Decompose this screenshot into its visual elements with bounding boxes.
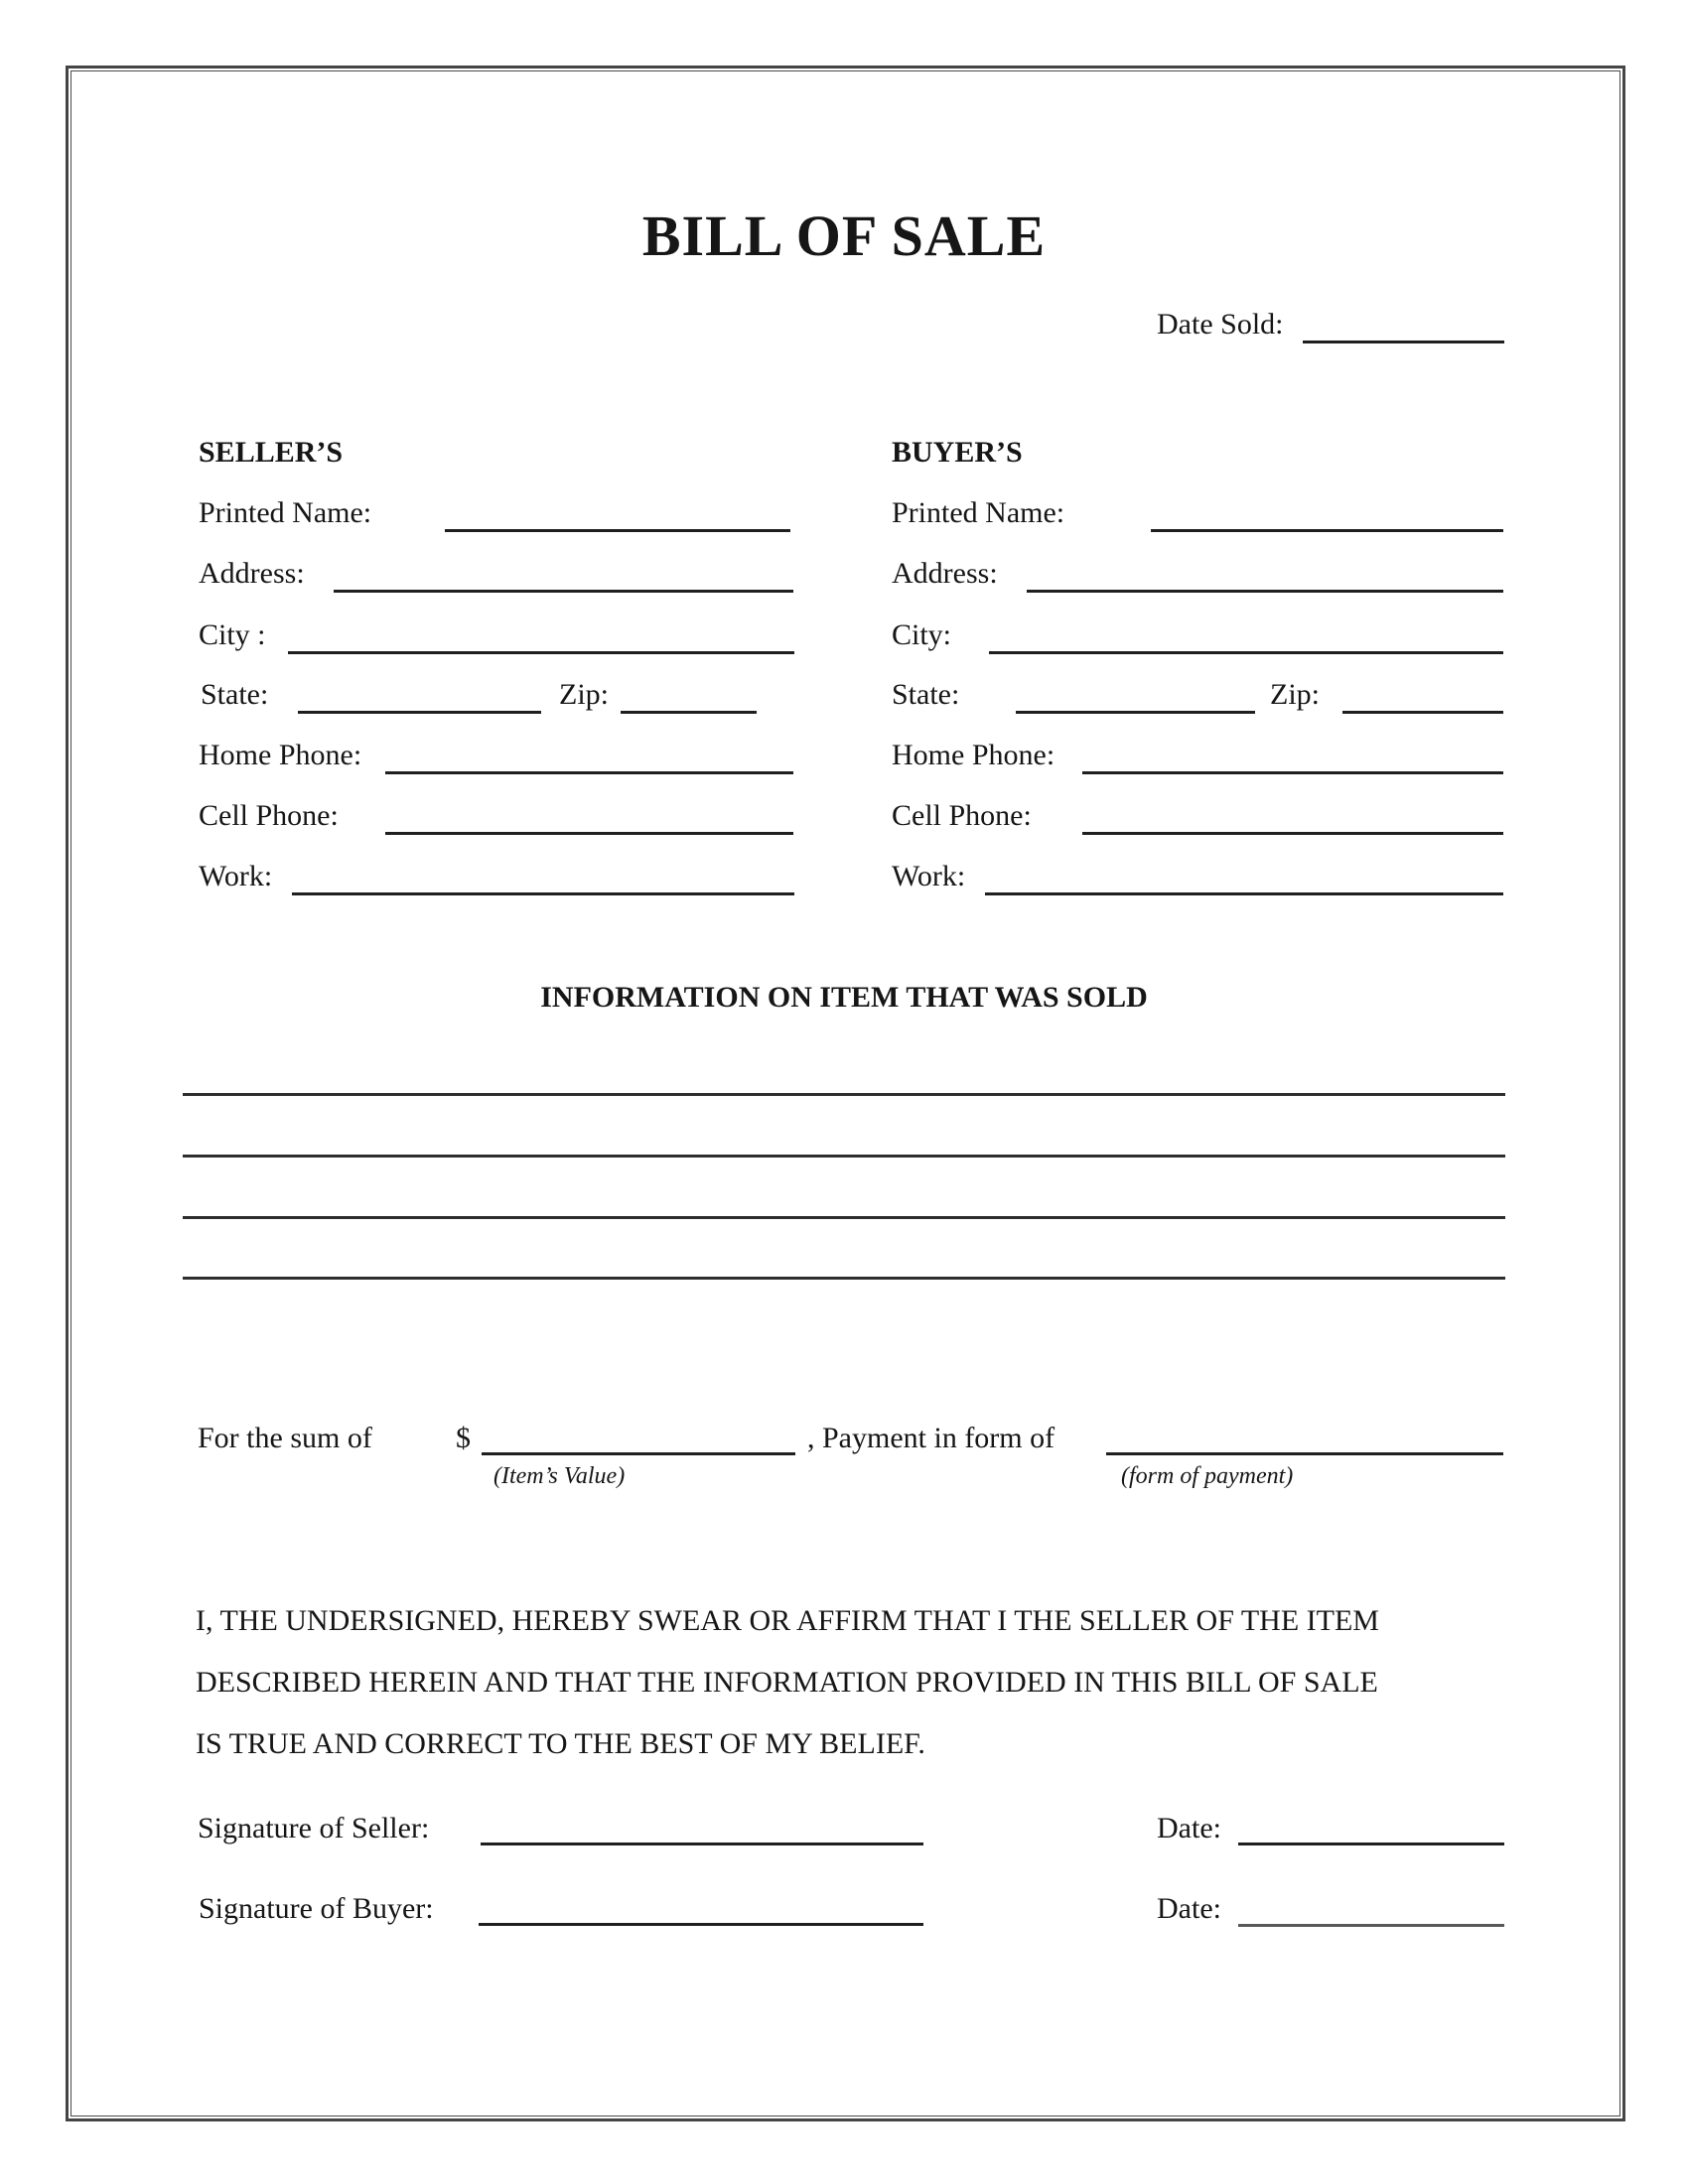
- seller-signature-date-field[interactable]: [1238, 1843, 1504, 1845]
- date-sold-label: Date Sold:: [1157, 308, 1284, 341]
- buyer-section-header: BUYER’S: [892, 436, 1023, 469]
- buyer-state-label: State:: [892, 678, 960, 711]
- affirmation-paragraph: [196, 1590, 1486, 1775]
- seller-zip-label: Zip:: [559, 678, 609, 711]
- seller-city-label: City :: [199, 618, 266, 651]
- buyer-cell-phone-label: Cell Phone:: [892, 799, 1032, 832]
- seller-state-label: State:: [201, 678, 269, 711]
- seller-cell-phone-label: Cell Phone:: [199, 799, 339, 832]
- item-description-line-3[interactable]: [183, 1216, 1505, 1219]
- buyer-signature-date-field[interactable]: [1238, 1924, 1504, 1927]
- date-sold-field[interactable]: [1303, 341, 1504, 343]
- buyer-printed-name-label: Printed Name:: [892, 496, 1065, 529]
- dollar-sign: $: [456, 1422, 471, 1454]
- seller-home-phone-label: Home Phone:: [199, 739, 362, 771]
- buyer-zip-field[interactable]: [1342, 711, 1503, 714]
- buyer-work-label: Work:: [892, 860, 966, 892]
- seller-address-label: Address:: [199, 557, 305, 590]
- item-value-caption: (Item’s Value): [493, 1463, 626, 1489]
- payment-form-field[interactable]: [1106, 1452, 1503, 1455]
- buyer-state-field[interactable]: [1016, 711, 1255, 714]
- buyer-cell-phone-field[interactable]: [1082, 832, 1503, 835]
- buyer-signature-field[interactable]: [479, 1923, 923, 1926]
- page-title: BILL OF SALE: [641, 204, 1047, 268]
- affirmation-line-2: DESCRIBED HEREIN AND THAT THE INFORMATION PROVIDED IN THIS BILL OF SALE: [196, 1666, 1378, 1699]
- seller-printed-name-label: Printed Name:: [199, 496, 372, 529]
- affirmation-line-3: IS TRUE AND CORRECT TO THE BEST OF MY BELIEF.: [196, 1727, 925, 1760]
- buyer-zip-label: Zip:: [1270, 678, 1320, 711]
- seller-section-header: SELLER’S: [199, 436, 344, 469]
- buyer-city-field[interactable]: [989, 651, 1503, 654]
- buyer-home-phone-label: Home Phone:: [892, 739, 1055, 771]
- buyer-city-label: City:: [892, 618, 952, 651]
- buyer-work-field[interactable]: [985, 892, 1503, 895]
- seller-home-phone-field[interactable]: [385, 771, 793, 774]
- buyer-printed-name-field[interactable]: [1151, 529, 1503, 532]
- seller-signature-label: Signature of Seller:: [198, 1812, 430, 1844]
- payment-form-label: , Payment in form of: [807, 1422, 1055, 1454]
- sum-prefix-label: For the sum of: [198, 1422, 372, 1454]
- seller-work-label: Work:: [199, 860, 273, 892]
- item-description-line-1[interactable]: [183, 1093, 1505, 1096]
- item-description-line-2[interactable]: [183, 1155, 1505, 1158]
- item-section-heading: INFORMATION ON ITEM THAT WAS SOLD: [540, 981, 1148, 1014]
- buyer-signature-date-label: Date:: [1157, 1892, 1221, 1925]
- payment-form-caption: (form of payment): [1121, 1463, 1294, 1489]
- buyer-address-label: Address:: [892, 557, 998, 590]
- seller-signature-field[interactable]: [481, 1843, 923, 1845]
- buyer-signature-label: Signature of Buyer:: [199, 1892, 434, 1925]
- item-description-line-4[interactable]: [183, 1277, 1505, 1280]
- seller-work-field[interactable]: [292, 892, 794, 895]
- seller-zip-field[interactable]: [621, 711, 757, 714]
- buyer-home-phone-field[interactable]: [1082, 771, 1503, 774]
- seller-state-field[interactable]: [298, 711, 541, 714]
- item-value-field[interactable]: [482, 1452, 795, 1455]
- seller-cell-phone-field[interactable]: [385, 832, 793, 835]
- seller-signature-date-label: Date:: [1157, 1812, 1221, 1844]
- seller-address-field[interactable]: [334, 590, 793, 593]
- affirmation-line-1: I, THE UNDERSIGNED, HEREBY SWEAR OR AFFIRM THAT I THE SELLER OF THE ITEM: [196, 1604, 1379, 1637]
- seller-printed-name-field[interactable]: [445, 529, 790, 532]
- buyer-address-field[interactable]: [1027, 590, 1503, 593]
- seller-city-field[interactable]: [288, 651, 794, 654]
